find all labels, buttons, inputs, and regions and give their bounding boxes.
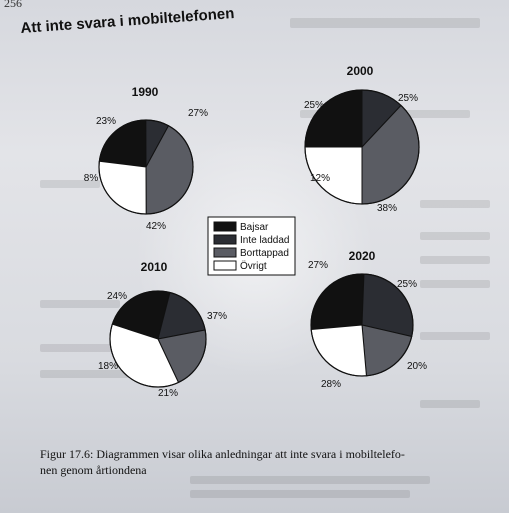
pie-slice-1990--vrigt <box>99 161 146 214</box>
pie-label-1990-2: 8% <box>83 173 99 184</box>
pie-label-2020-3: 20% <box>406 361 428 372</box>
chart-legend <box>208 217 295 275</box>
pie-label-2020-2: 28% <box>320 379 342 390</box>
caption-line-2: nen genom årtiondena <box>40 463 147 477</box>
pie-title-2000: 2000 <box>346 64 374 78</box>
pie-label-1990-3: 42% <box>145 221 167 232</box>
pie-title-1990: 1990 <box>131 85 159 99</box>
caption-line-1: Figur 17.6: Diagrammen visar olika anledningar att inte svara i mobiltelefo- <box>40 447 405 461</box>
legend-label-4: Övrigt <box>240 261 267 272</box>
legend-label-3: Borttappad <box>240 248 289 259</box>
pie-label-2010-2: 18% <box>97 361 119 372</box>
pie-label-2000-4: 25% <box>397 93 419 104</box>
legend-swatch-4 <box>214 261 236 270</box>
legend-swatch-2 <box>214 235 236 244</box>
pie-label-2020-4: 25% <box>396 279 418 290</box>
pie-slice-1990-bajsar <box>99 120 146 167</box>
pie-label-2000-3: 38% <box>376 203 398 214</box>
pie-label-2010-1: 24% <box>106 291 128 302</box>
legend-label-1: Bajsar <box>240 222 269 233</box>
pie-label-1990-4: 27% <box>187 108 209 119</box>
pie-slice-2020--vrigt <box>311 325 366 376</box>
pie-label-2000-1: 25% <box>303 100 325 111</box>
pie-label-2020-1: 27% <box>307 260 329 271</box>
legend-swatch-3 <box>214 248 236 257</box>
pie-label-1990-1: 23% <box>95 116 117 127</box>
figure-caption <box>40 446 500 478</box>
pie-title-2010: 2010 <box>140 260 168 274</box>
legend-label-2: Inte laddad <box>240 235 290 246</box>
pie-label-2010-4: 37% <box>206 311 228 322</box>
pie-title-2020: 2020 <box>348 249 376 263</box>
page-number: 256 <box>4 0 22 10</box>
pie-label-2010-3: 21% <box>157 388 179 399</box>
figure-heading: Att inte svara i mobiltelefonen <box>20 5 235 37</box>
pie-label-2000-2: 12% <box>309 173 331 184</box>
pie-slice-2000-bajsar <box>305 90 362 147</box>
legend-swatch-1 <box>214 222 236 231</box>
